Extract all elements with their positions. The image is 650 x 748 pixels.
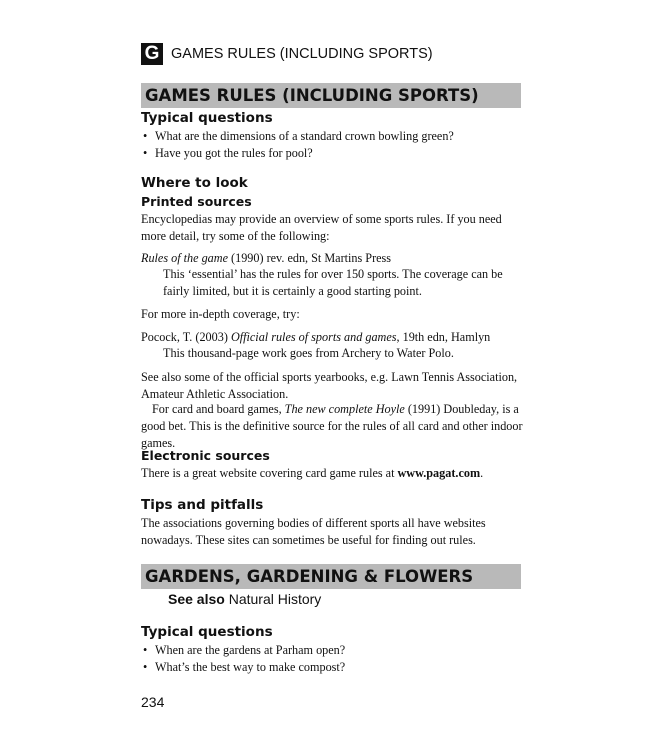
reference-author: Pocock, T. (2003) [141, 330, 231, 344]
reference-entry [141, 250, 526, 267]
reference-title: Rules of the game [141, 251, 228, 265]
typical-questions-heading: Typical questions [141, 110, 273, 126]
text-run: There is a great website covering card game rules at [141, 466, 398, 480]
question-list [141, 642, 526, 676]
text-run: . [480, 466, 484, 480]
text-run: (1991) Doubleday, is a good bet. This is the definitive source for the rules of all card and other indoor games. [141, 402, 523, 450]
running-head [141, 42, 433, 66]
list-item: • When are the gardens at Parham open? [141, 642, 526, 659]
website-link[interactable]: www.pagat.com [397, 466, 481, 480]
see-also-target[interactable]: Natural History [228, 591, 322, 607]
card-games-paragraph [141, 401, 526, 452]
reference-note: This thousand-page work goes from Archery to Water Polo. [163, 346, 454, 360]
reference-title: Official rules of sports and games [230, 330, 397, 344]
printed-sources-intro: Encyclopedias may provide an overview of some sports rules. If you need more detail, try some of the following: [141, 212, 502, 243]
question-list [141, 128, 526, 162]
reference-title: The new complete Hoyle [284, 402, 405, 416]
section-letter-badge: G [141, 43, 163, 65]
see-also-reference [168, 591, 321, 607]
see-also-paragraph: See also some of the official sports yearbooks, e.g. Lawn Tennis Association, Amateur Athletic Association. [141, 370, 518, 401]
section-title: GAMES RULES (INCLUDING SPORTS) [145, 86, 479, 105]
reference-entry [141, 329, 526, 346]
running-title: GAMES RULES (INCLUDING SPORTS) [171, 46, 433, 62]
tips-text: The associations governing bodies of different sports all have websites nowadays. These sites can sometimes be useful for finding out rules. [141, 516, 486, 547]
section-title: GARDENS, GARDENING & FLOWERS [145, 567, 474, 586]
section-banner-games-rules [141, 83, 521, 108]
printed-sources-heading: Printed sources [141, 194, 252, 209]
reference-details: , 19th edn, Hamlyn [396, 330, 491, 344]
typical-questions-heading: Typical questions [141, 624, 273, 640]
reference-details: (1990) rev. edn, St Martins Press [228, 251, 392, 265]
electronic-sources-text [141, 465, 526, 482]
list-item: • What are the dimensions of a standard crown bowling green? [141, 128, 526, 145]
list-item: • What’s the best way to make compost? [141, 659, 526, 676]
section-banner-gardens [141, 564, 521, 589]
tips-and-pitfalls-heading: Tips and pitfalls [141, 497, 264, 513]
where-to-look-heading: Where to look [141, 175, 248, 191]
electronic-sources-heading: Electronic sources [141, 448, 270, 463]
see-also-label: See also [168, 591, 225, 607]
list-item: • Have you got the rules for pool? [141, 145, 526, 162]
text-run: For card and board games, [152, 402, 285, 416]
more-coverage-text: For more in-depth coverage, try: [141, 307, 300, 321]
page-number: 234 [141, 694, 165, 710]
reference-note: This ‘essential’ has the rules for over 150 sports. The coverage can be fairly limited, but it is certainly a good starting point. [163, 267, 503, 298]
